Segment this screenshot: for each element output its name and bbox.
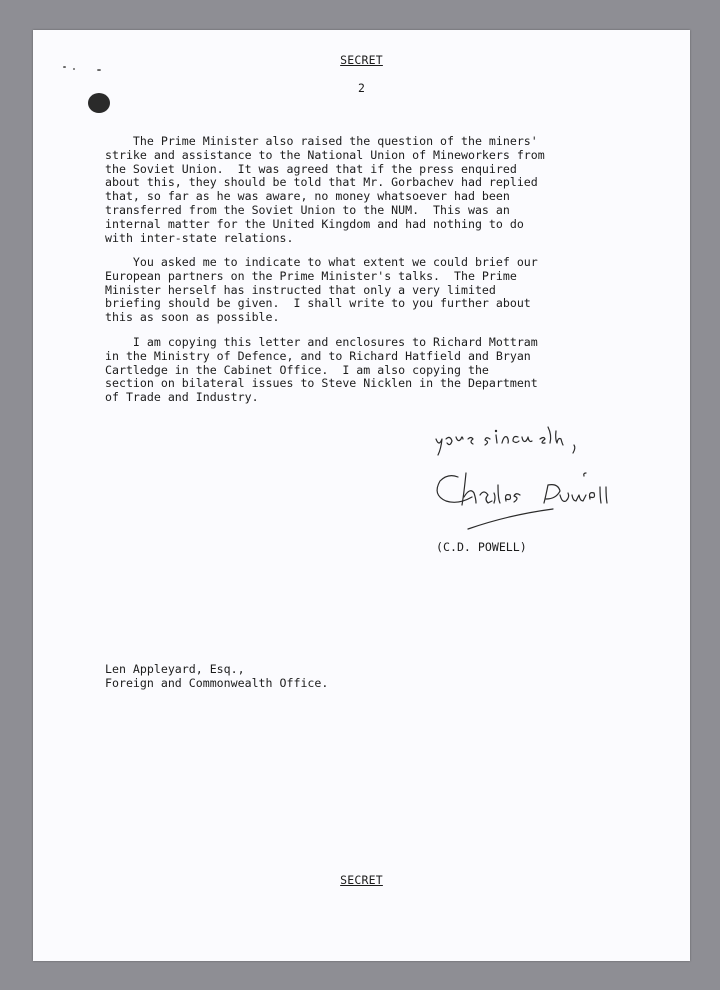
paragraph-miners-strike: The Prime Minister also raised the question of the miners' strike and assistance to the National Union of Mineworkers from the Soviet Union. It was agreed that if the press enquired about this, they should be told that Mr. Gorbachev had replied that, so far as he was aware, no money whatsoever had been transferred from the Soviet Union to the NUM. This was an internal matter for the United Kingdom and had nothing to do with inter-state relations. xyxy=(105,134,545,245)
letter-page xyxy=(33,30,690,961)
signatory-name: (C.D. POWELL) xyxy=(436,540,527,554)
classification-footer: SECRET xyxy=(340,873,383,887)
paper-speck xyxy=(97,69,101,71)
recipient-name: Len Appleyard, Esq., xyxy=(105,662,245,676)
paragraph-copy-distribution: I am copying this letter and enclosures to Richard Mottram in the Ministry of Defence, and to Richard Hatfield and Bryan Cartledge in the Cabinet Office. I am also copying the section on bilateral issues to Steve Nicklen in the Department of Trade and Industry. xyxy=(105,335,538,405)
recipient-organisation: Foreign and Commonwealth Office. xyxy=(105,676,329,690)
classification-header: SECRET xyxy=(340,53,383,67)
paper-speck xyxy=(73,68,75,70)
page-number: 2 xyxy=(358,81,365,95)
handwritten-signature xyxy=(428,425,628,535)
punch-hole xyxy=(88,93,110,113)
recipient-address xyxy=(105,662,328,690)
paragraph-european-briefing: You asked me to indicate to what extent we could brief our European partners on the Prime Minister's talks. The Prime Minister herself has instructed that only a very limited briefing should be given. I shall write to you further about this as soon as possible. xyxy=(105,255,538,325)
paper-speck xyxy=(63,66,66,68)
